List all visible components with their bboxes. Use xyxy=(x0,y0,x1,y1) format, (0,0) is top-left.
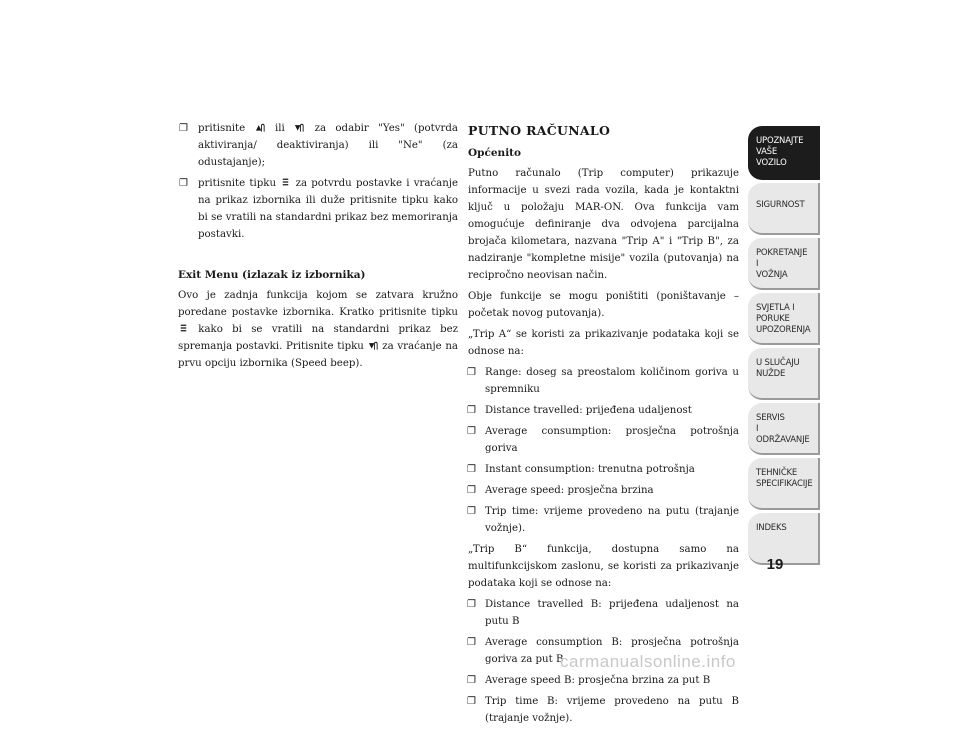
exit-text-2: kako bi se vratili na standardni prikaz bez spremanja postavki. Pritisnite tipku xyxy=(178,324,459,352)
bullet2-text-post: za potvrdu postavke i vraćanje na prikaz izbornika ili duže pritisnite tipku kako bi se vratili na standardni prikaz bez memoriranja postavki. xyxy=(198,178,458,240)
trip-a-intro: „Trip A“ se koristi za prikazivanje podataka koji se odnose na: xyxy=(468,329,739,357)
tab-label: U SLUČAJU NUŽDE xyxy=(756,358,800,379)
chapter-sidebar xyxy=(748,126,820,568)
tab-u-slucaju-nuzde[interactable] xyxy=(748,348,820,400)
tab-tehnicke-specifikacije[interactable] xyxy=(748,458,820,510)
list-item: ❐ Range: doseg sa preostalom količinom goriva u spremniku xyxy=(468,364,739,398)
exit-menu-paragraph xyxy=(178,287,458,372)
menu-button-icon xyxy=(280,176,291,188)
tab-servis-i-odrzavanje[interactable] xyxy=(748,403,820,455)
tab-pokretanje-i-voznja[interactable] xyxy=(748,238,820,290)
trip-a-list xyxy=(468,364,739,537)
tab-svjetla-i-poruke[interactable] xyxy=(748,293,820,345)
tab-label: TEHNIČKE SPECIFIKACIJE xyxy=(756,468,813,489)
down-arrow-hand-icon xyxy=(294,121,305,133)
instruction-bullet-2 xyxy=(178,175,458,243)
bullet1-text-pre: pritisnite xyxy=(198,123,246,134)
down-arrow-hand-icon xyxy=(368,339,379,351)
list-item: ❐ Distance travelled: prijeđena udaljenost xyxy=(468,402,739,419)
list-item: ❐ Trip time: vrijeme provedeno na putu (trajanje vožnje). xyxy=(468,503,739,537)
tab-label: SIGURNOST xyxy=(756,200,805,210)
bullet1-text-post: za odabir "Yes" (potvrda aktiviranja/ deaktiviranja) ili "Ne" (za odustajanje); xyxy=(198,123,459,168)
menu-button-icon xyxy=(178,322,189,334)
bullet2-text-pre: pritisnite tipku xyxy=(198,178,277,189)
list-item: ❐ Average speed: prosječna brzina xyxy=(468,482,739,499)
watermark: carmanualsonline.info xyxy=(560,652,736,671)
trip-b-intro: „Trip B“ funkcija, dostupna samo na multifunkcijskom zaslonu, se koristi za prikazivanje podataka koji se odnose na: xyxy=(468,544,739,589)
list-item: ❐ Average speed B: prosječna brzina za put B xyxy=(468,672,739,689)
tab-label: SERVIS I ODRŽAVANJE xyxy=(756,413,810,445)
list-item: ❐ Distance travelled B: prijeđena udaljenost na putu B xyxy=(468,596,739,630)
list-item: ❐ Instant consumption: trenutna potrošnja xyxy=(468,461,739,478)
page-number: 19 xyxy=(766,556,784,573)
tab-label: POKRETANJE I VOŽNJA xyxy=(756,248,808,280)
tab-label: SVJETLA I PORUKE UPOZORENJA xyxy=(756,303,811,335)
tab-label: INDEKS xyxy=(756,523,787,533)
list-item: ❐ Average consumption: prosječna potrošnja goriva xyxy=(468,423,739,457)
left-column xyxy=(178,120,458,372)
section-title: PUTNO RAČUNALO xyxy=(468,123,611,138)
tab-label: UPOZNAJTE VAŠE VOZILO xyxy=(756,136,804,168)
list-item: ❐ Average consumption B: prosječna potrošnja goriva za put B xyxy=(468,634,739,668)
section-subtitle: Općenito xyxy=(468,147,522,159)
tab-upoznajte-vase-vozilo[interactable] xyxy=(748,126,820,180)
list-item: ❐ Trip time B: vrijeme provedeno na putu B (trajanje vožnje). xyxy=(468,693,739,727)
reset-paragraph: Obje funkcije se mogu poništiti (poništavanje – početak novog putovanja). xyxy=(468,291,739,319)
tab-sigurnost[interactable] xyxy=(748,183,820,235)
up-arrow-hand-icon xyxy=(255,121,266,133)
exit-text-1: Ovo je zadnja funkcija kojom se zatvara kružno poredane postavke izbornika. Kratko pritisnite tipku xyxy=(178,290,458,318)
exit-text-3: za vraćanje na prvu opciju izbornika (Speed beep). xyxy=(178,341,458,369)
intro-paragraph: Putno računalo (Trip computer) prikazuje informacije u svezi rada vozila, kada je kontaktni ključ u položaju MAR-ON. Ova funkcija vam omogućuje definiranje dva odvojena parcijalna brojača kilometara, nazvana "Trip A" i "Trip B", za nadziranje "kompletne misije" vozila (putovanja) na recipročno neovisan način. xyxy=(468,168,739,281)
instruction-bullet-1 xyxy=(178,120,458,171)
right-column xyxy=(468,120,739,731)
bullet1-text-mid: ili xyxy=(275,123,285,134)
exit-menu-heading: Exit Menu (izlazak iz izbornika) xyxy=(178,269,366,281)
